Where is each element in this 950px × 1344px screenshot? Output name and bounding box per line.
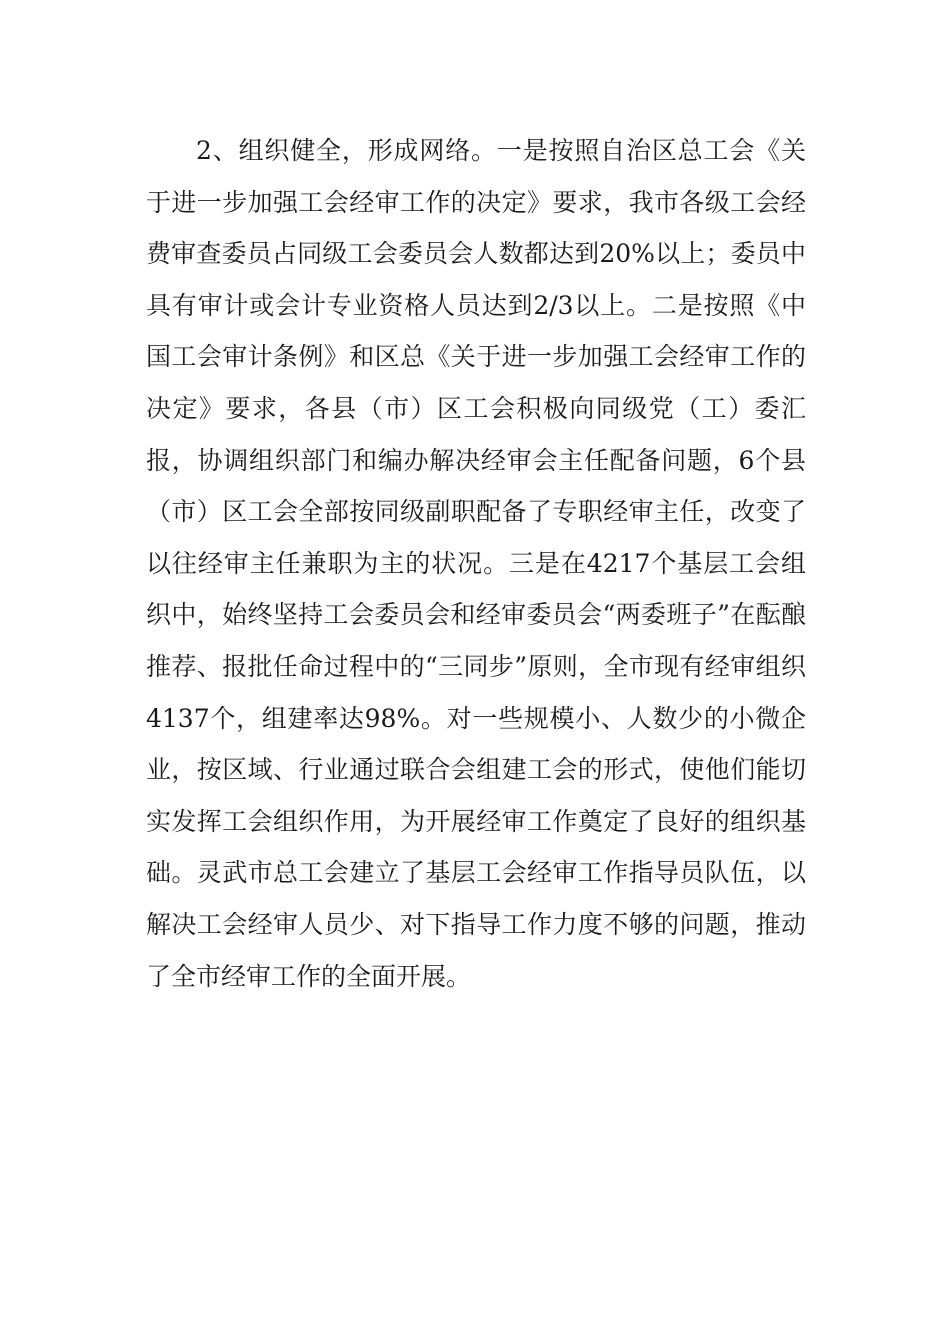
body-paragraph: 2、组织健全，形成网络。一是按照自治区总工会《关于进一步加强工会经审工作的决定》要求，我市各级工会经费审查委员占同级工会委员会人数都达到20%以上；委员中具有审计或会计专业资格人员达到2/3以上。二是按照《中国工会审计条例》和区总《关于进一步加强工会经审工作的决定》要求，各县（市）区工会积极向同级党（工）委汇报，协调组织部门和编办解决经审会主任配备问题，6个县（市）区工会全部按同级副职配备了专职经审主任，改变了以往经审主任兼职为主的状况。三是在4217个基层工会组织中，始终坚持工会委员会和经审委员会“两委班子”在酝酿推荐、报批任命过程中的“三同步”原则，全市现有经审组织4137个，组建率达98%。对一些规模小、人数少的小微企业，按区域、行业通过联合会组建工会的形式，使他们能切实发挥工会组织作用，为开展经审工作奠定了良好的组织基础。灵武市总工会建立了基层工会经审工作指导员队伍，以解决工会经审人员少、对下指导工作力度不够的问题，推动了全市经审工作的全面开展。 xyxy=(146,136,806,991)
